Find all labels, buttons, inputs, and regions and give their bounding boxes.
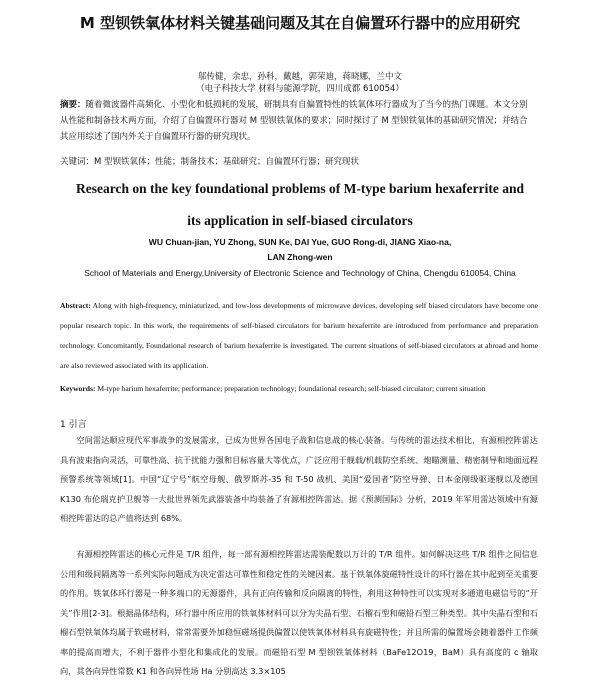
english-keywords-label: Keywords: — [60, 384, 96, 393]
english-affiliation: School of Materials and Energy,University of Electronic Science and Technology of China, Chengdu 610054, China — [84, 268, 516, 278]
english-title-line-2: its application in self-biased circulators — [187, 213, 413, 228]
english-authors — [0, 235, 600, 265]
chinese-abstract-text: 随着微波器件高频化、小型化和低损耗的发展，研制具有自偏置特性的铁氧体环行器成为了当今的热门课题。本文分别从性能和制备技术两方面，介绍了自偏置环行器对 M 型钡铁氧体的要求；同时探讨了 M 型钡铁氧体的基础研究情况；并结合其应用综述了国内外关于自偏置环行器的研究现状。 — [60, 100, 528, 142]
english-abstract-text: Along with high-frequency, miniaturized, and low-loss developments of microwave devices, developing self biased circulators have become one popular research topic. In this work, the requirements of self-biased circulators for barium hexaferrite are introduced from performance and preparation technology. Concomitantly, Foundational research of barium hexaferrite is investigated. The current situations of self-biased circulators at abroad and home are also reviewed associated with its application. — [60, 301, 538, 370]
english-abstract — [60, 296, 538, 376]
body-paragraph-1: 空间雷达顺应现代军事战争的发展需求，已成为世界各国电子战和信息战的核心装备。与传统的雷达技术相比，有源相控阵雷达具有波束指向灵活，可靠性高、抗干扰能力强和目标容量大等优点，广泛应用于舰载/机载防空系统、炮瞄测量、精密制导和地面远程预警系统等领域[1]。中国“辽宁号”航空母舰、俄罗斯苏-35 和 T-50 战机、美国“爱国者”防空导弹、日本金刚级驱逐舰以及德国 K130 布伦瑞克护卫舰等一大批世界领先武器装备中均装备了有源相控阵雷达。据《预测国际》分析，2019 年军用雷达领域中有源相控阵雷达的总产值将达到 68%。 — [60, 435, 538, 523]
english-authors-line-1: WU Chuan-jian, YU Zhong, SUN Ke, DAI Yue, GUO Rong-di, JIANG Xiao-na, — [148, 237, 452, 247]
chinese-keywords — [60, 155, 535, 167]
chinese-keywords-label: 关键词： — [60, 157, 95, 167]
chinese-affiliation: （电子科技大学 材料与能源学院，四川成都 610054） — [196, 84, 404, 94]
english-keywords — [60, 380, 538, 398]
chinese-keywords-text: M 型钡铁氧体；性能；制备技术；基础研究；自偏置环行器；研究现状 — [94, 157, 360, 167]
english-keywords-text: M-type barium hexaferrite; performance; preparation technology; foundational research; self-biased circulator; current situation — [97, 384, 486, 393]
body-paragraph-2: 有源相控阵雷达的核心元件是 T/R 组件，每一部有源相控阵雷达需装配数以万计的 T/R 组件。如何解决这些 T/R 组件之间信息公用和级间隔离等一系列实际问题成为决定雷达可靠性和稳定性的关键因素。基于铁氧体旋磁特性设计的环行器在其中起到至关重要的作用。铁氧体环行器是一种多端口的无源器件，具有正向传输和反向隔离的特性，利用这种特性可以实现对多通道电磁信号的“开关”作用[2-3]。根据晶体结构，环行器中所应用的铁氧体材料可以分为尖晶石型、石榴石型和磁铅石型三种类型。其中尖晶石型和石榴石型铁氧体均属于软磁材料，常常需要外加稳恒磁场提供偏置以使铁氧体材料具有旋磁特性；并且所需的偏置场会随着器件工作频率的提高而增大，不利于器件小型化和集成化的发展。而磁铅石型 M 型钡铁氧体材料（BaFe12O19，BaM）具有高度的 c 轴取向，其各向异性常数 K1 和各向异性场 Ha 分别高达 3.3×105 — [60, 549, 538, 676]
english-title — [0, 173, 600, 237]
section-heading: 1 引言 — [60, 420, 87, 430]
chinese-abstract-label: 摘要： — [60, 100, 86, 110]
chinese-title: M 型钡铁氧体材料关键基础问题及其在自偏置环行器中的应用研究 — [79, 14, 521, 32]
chinese-abstract — [60, 97, 535, 145]
english-abstract-label: Abstract: — [60, 301, 91, 310]
chinese-authors: 邬传健，余忠，孙科，戴越，郭荣迪，蒋晓娜，兰中文 — [197, 72, 402, 82]
english-title-line-1: Research on the key foundational problems of M-type barium hexaferrite and — [76, 181, 524, 196]
english-authors-line-2: LAN Zhong-wen — [267, 252, 333, 262]
